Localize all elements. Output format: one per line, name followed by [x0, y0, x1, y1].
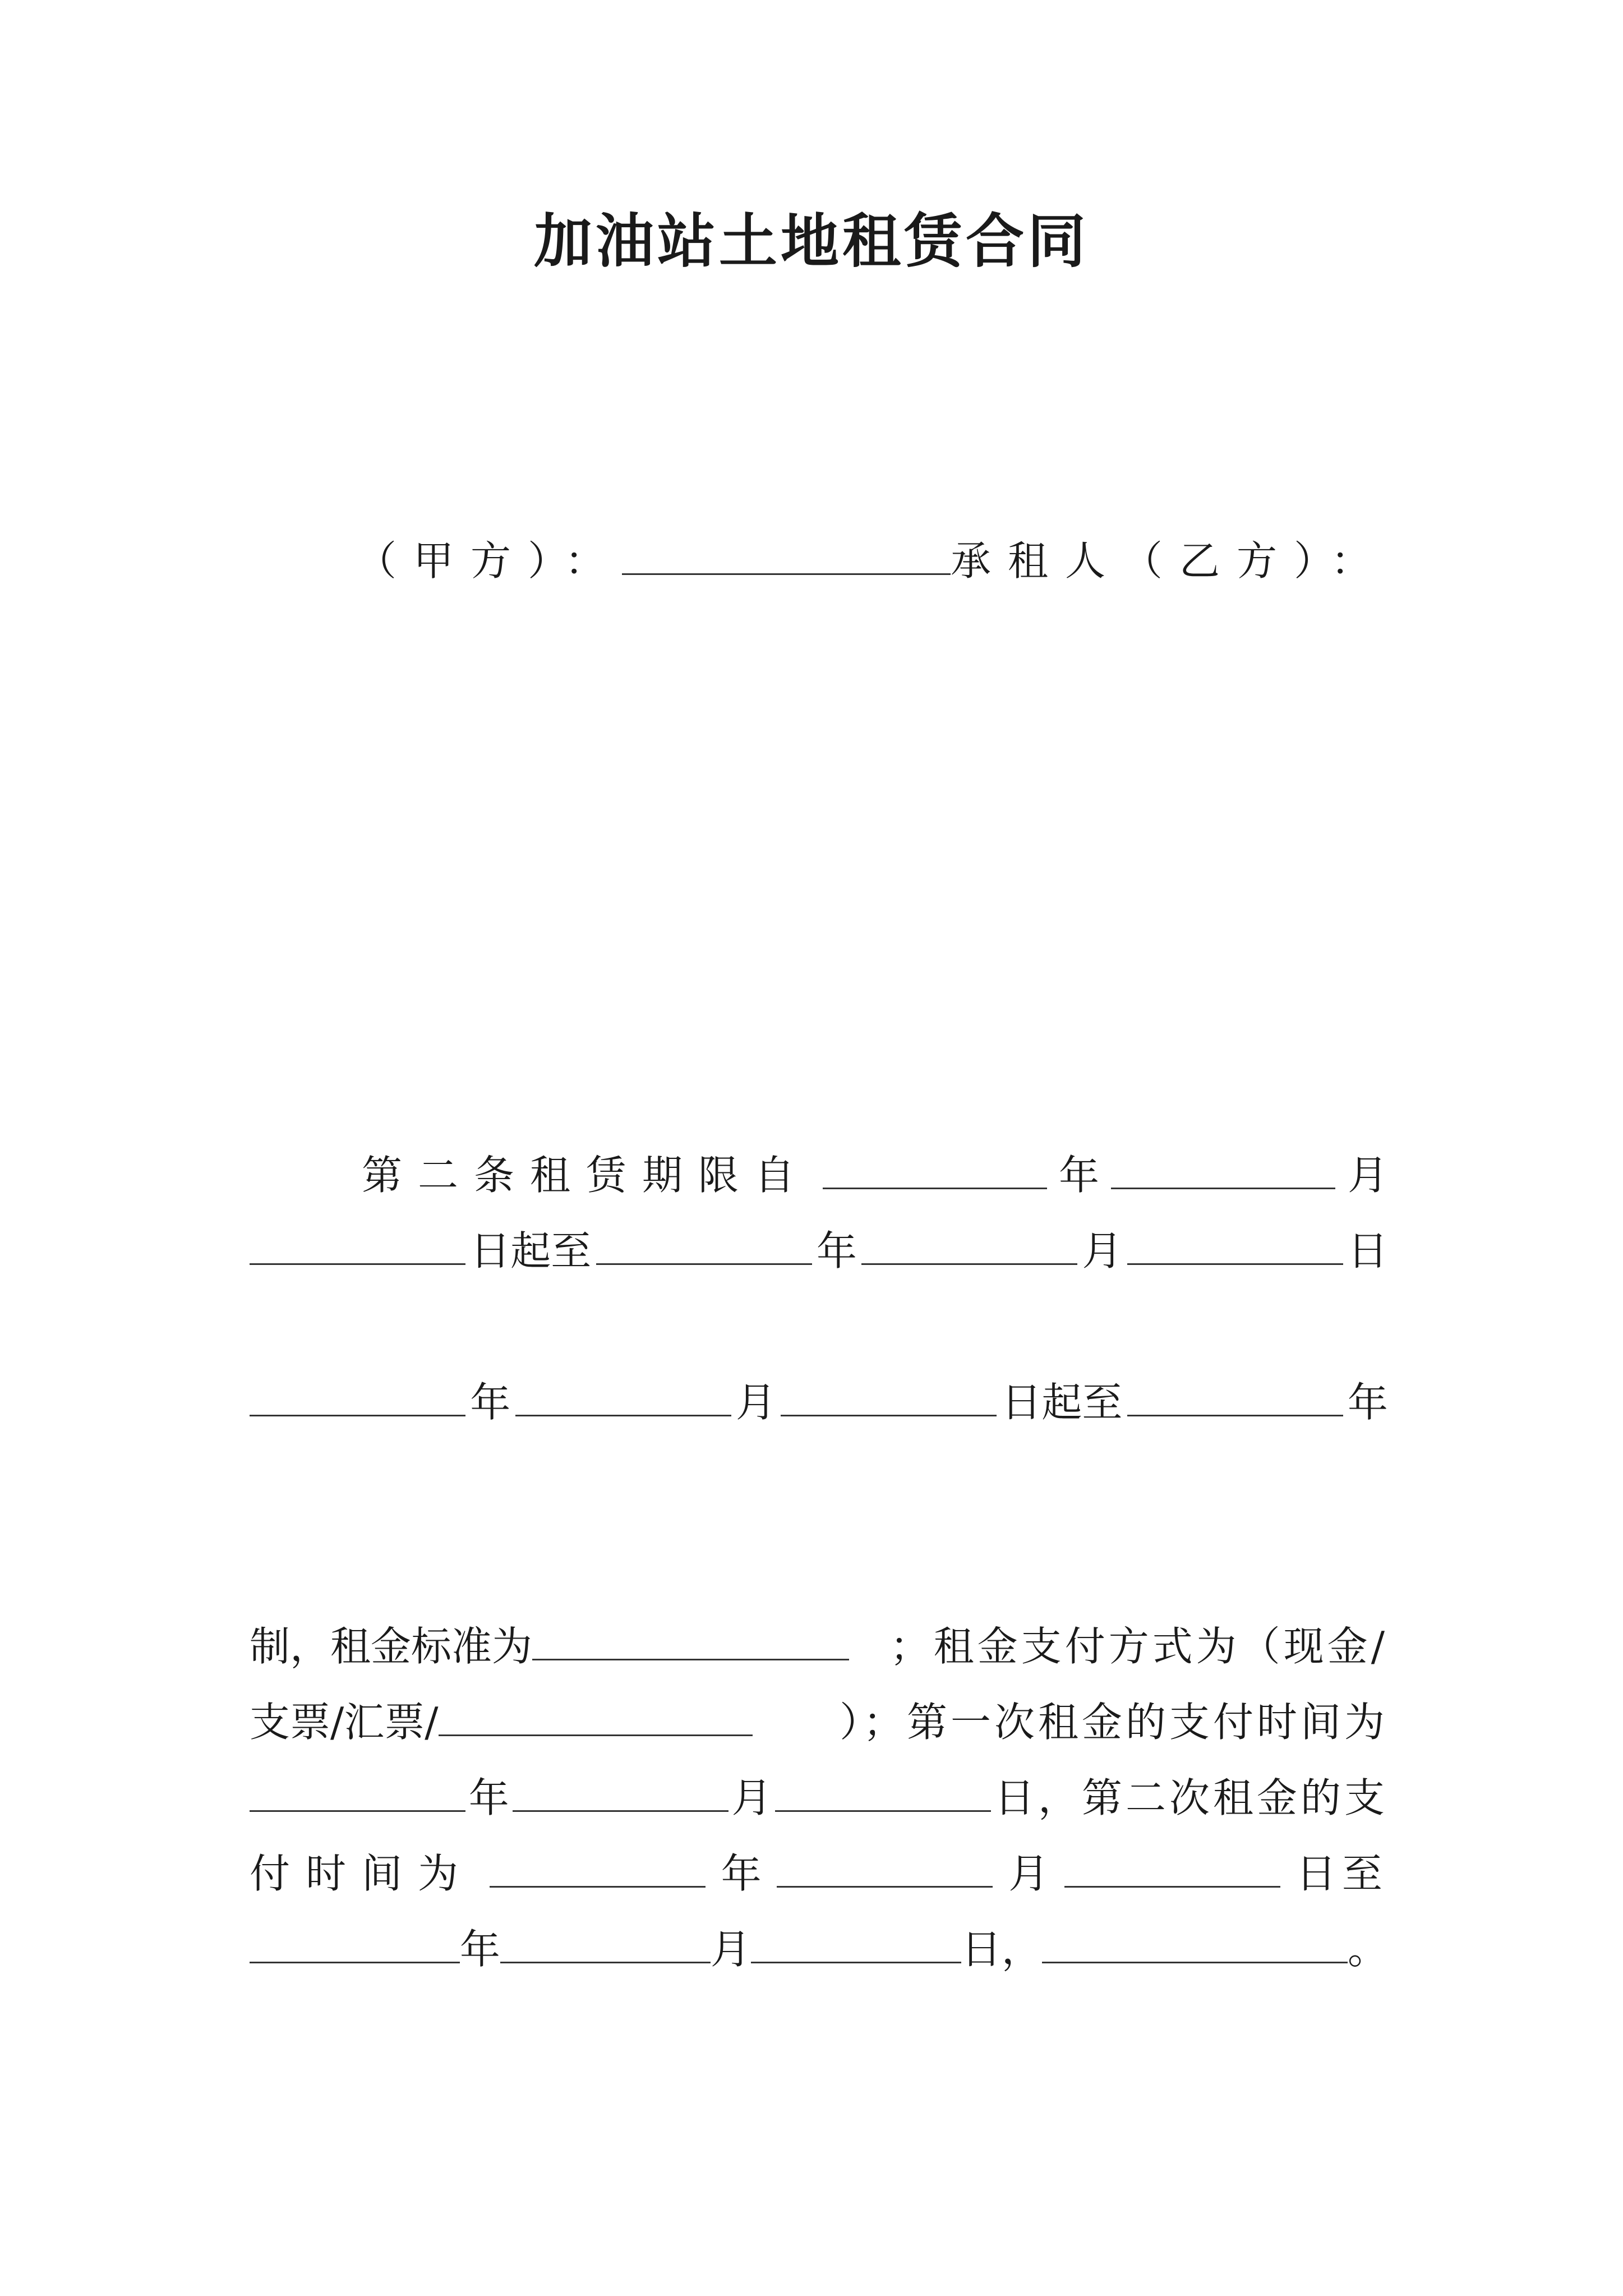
month-label: 月: [710, 1926, 751, 1973]
month-label: 月: [735, 1379, 776, 1426]
party-b-blank-line: [250, 606, 1388, 668]
article-3-line-3: [250, 1691, 1388, 1753]
article-3-text-d: 支票/汇票/: [250, 1699, 439, 1746]
article-1-line-4: [250, 1069, 1388, 1130]
preamble-line-1: [339, 690, 1388, 752]
party-a-label: （甲方）：: [356, 537, 623, 585]
blank: [250, 1374, 465, 1416]
blank: [781, 1374, 997, 1416]
blank: [250, 1921, 460, 1963]
blank: [1111, 1147, 1335, 1189]
year-label: 年: [1347, 1379, 1388, 1426]
article-3-text-g: 付时间为: [250, 1850, 474, 1897]
year-label: 年: [468, 1774, 509, 1821]
article-2-text-a: 第二条租赁期限自: [362, 1152, 811, 1199]
article-3-line-2: [250, 1616, 1388, 1677]
month-label: 月: [731, 1774, 772, 1821]
article-3-text-c: ；租金支付方式为（现金/: [889, 1623, 1388, 1670]
article-3-text-e: ）；第一次租金的支付时间为: [839, 1699, 1388, 1746]
article-1-line-3: [250, 993, 1388, 1055]
blank: [1042, 1921, 1348, 1963]
article-3-line-1: [339, 1540, 1388, 1602]
parties-line: [356, 530, 1388, 592]
period-mark: 。: [1348, 1926, 1388, 1973]
blank: [777, 1846, 993, 1888]
day-label: 日，: [961, 1926, 1042, 1973]
section-heading: [339, 454, 1388, 516]
year-label: 年: [459, 1926, 500, 1973]
blank: [250, 1223, 465, 1265]
blank: [1127, 1374, 1343, 1416]
party-b-label: 承租人（乙方）：: [950, 537, 1388, 585]
blank: [490, 1846, 706, 1888]
month-label: 月: [1082, 1227, 1123, 1274]
article-2-line-2: [250, 1220, 1388, 1282]
year-label: 年: [721, 1850, 762, 1897]
article-3-line-4: [250, 1767, 1388, 1829]
party-a-blank: [622, 533, 951, 575]
subtitle-line: [339, 379, 1388, 440]
article-2-line-4: [250, 1372, 1388, 1433]
year-label: 年: [816, 1227, 857, 1274]
article-2-line-3: [250, 1296, 1388, 1358]
blank: [513, 1770, 728, 1812]
article-2-text-e: 日起至: [1001, 1379, 1123, 1426]
article-3-text-b: 制，租金标准为: [250, 1623, 533, 1670]
document-title: 加油站土地租赁合同: [533, 206, 1089, 275]
article-3-line-5: [250, 1843, 1388, 1904]
blank: [250, 1770, 465, 1812]
article-2-line-1: [362, 1144, 1388, 1206]
article-3-text-h: 日至: [1295, 1850, 1388, 1897]
blank: [751, 1921, 961, 1963]
article-1-line-2: [250, 917, 1388, 979]
month-label: 月: [1008, 1850, 1049, 1897]
article-2-text-b: 日起至: [470, 1227, 592, 1274]
year-label: 年: [1058, 1152, 1099, 1199]
blank: [596, 1223, 812, 1265]
blank: [861, 1223, 1077, 1265]
blank: [823, 1147, 1047, 1189]
blank: [439, 1694, 753, 1736]
article-3-line-6: [250, 1918, 1388, 1980]
blank: [500, 1921, 711, 1963]
blank: [515, 1374, 731, 1416]
month-label: 月: [1347, 1152, 1388, 1199]
article-1-line-1: [339, 841, 1388, 903]
article-3-text-f: 日，第二次租金的支: [994, 1774, 1388, 1821]
blank: [1064, 1846, 1280, 1888]
blank: [775, 1770, 991, 1812]
article-4-line-1: [339, 2011, 1388, 2073]
blank: [532, 1618, 849, 1660]
article-2-line-5: [250, 1447, 1388, 1509]
day-label: 日: [1347, 1227, 1388, 1274]
year-label: 年: [470, 1379, 511, 1426]
blank: [1127, 1223, 1343, 1265]
preamble-line-2: [250, 766, 1388, 827]
